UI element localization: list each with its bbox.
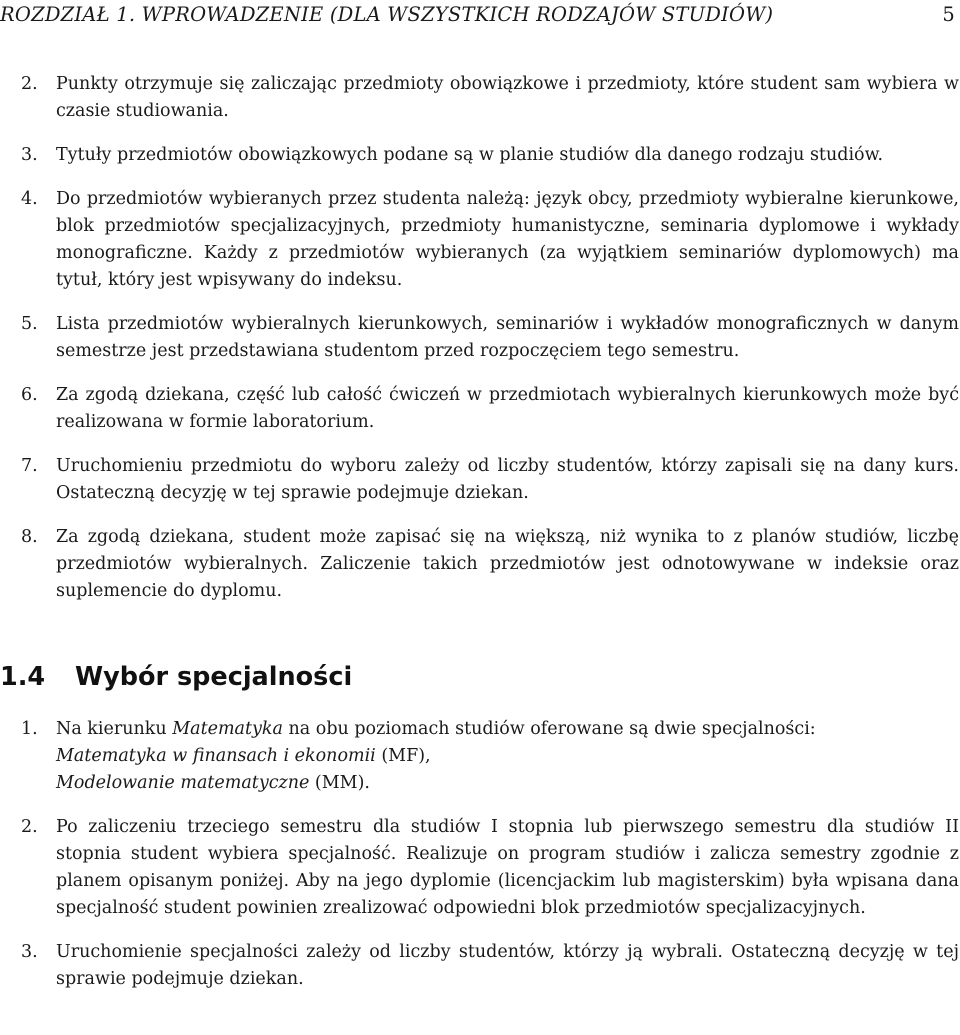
text-segment: (MM). <box>309 773 370 793</box>
list-item <box>0 311 959 365</box>
list-item <box>0 71 959 125</box>
text-segment: na obu poziomach studiów oferowane są dwie specjalności: <box>282 719 816 739</box>
item-number: 3. <box>21 942 38 962</box>
list-item <box>0 382 959 436</box>
emphasis-text: Matematyka w finansach i ekonomii <box>56 746 376 766</box>
item-text: Po zaliczeniu trzeciego semestru dla studiów I stopnia lub pierwszego semestru dla studiów II stopnia student wybiera specjalność. Realizuje on program studiów i zalicza semestry zgodnie z planem opisanym poniżej. Aby na jego dyplomie (licencjackim lub magisterskim) była wpisana dana specjalność student powinien zrealizować odpowiedni blok przedmiotów specjalizacyjnych. <box>56 817 959 918</box>
section-heading <box>0 662 352 702</box>
list-item <box>0 142 959 169</box>
item-line <box>56 716 959 743</box>
item-text: Uruchomienie specjalności zależy od liczby studentów, którzy ją wybrali. Ostateczną decyzję w tej sprawie podejmuje dziekan. <box>56 942 959 989</box>
list-item <box>0 939 959 993</box>
section-number: 1.4 <box>0 662 46 692</box>
item-text: Uruchomieniu przedmiotu do wyboru zależy od liczby studentów, którzy zapisali się na dany kurs. Ostateczną decyzję w tej sprawie podejmuje dziekan. <box>56 456 959 503</box>
running-header <box>0 3 958 29</box>
item-number: 4. <box>21 189 38 209</box>
list-item <box>0 453 959 507</box>
list-item <box>0 814 959 922</box>
item-text: Tytuły przedmiotów obowiązkowych podane są w planie studiów dla danego rodzaju studiów. <box>56 145 884 165</box>
specialization-mm <box>56 770 959 797</box>
item-number: 7. <box>21 456 38 476</box>
list-item <box>0 524 959 605</box>
list-item <box>0 186 959 294</box>
text-segment: (MF), <box>375 746 431 766</box>
item-text: Do przedmiotów wybieranych przez studenta należą: język obcy, przedmioty wybieralne kierunkowe, blok przedmiotów specjalizacyjnych, przedmioty humanistyczne, seminaria dyplomowe i wykłady monograficzne. Każdy z przedmiotów wybieranych (za wyjątkiem seminariów dyplomowych) ma tytuł, który jest wpisywany do indeksu. <box>56 189 959 290</box>
page-number: 5 <box>942 3 955 26</box>
chapter-title: ROZDZIAŁ 1. WPROWADZENIE (DLA WSZYSTKICH RODZAJÓW STUDIÓW) <box>0 3 774 26</box>
section-title: Wybór specjalności <box>75 662 353 692</box>
item-text: Punkty otrzymuje się zaliczając przedmioty obowiązkowe i przedmioty, które student sam wybiera w czasie studiowania. <box>56 74 959 121</box>
emphasis-text: Modelowanie matematyczne <box>56 773 310 793</box>
item-text: Lista przedmiotów wybieralnych kierunkowych, seminariów i wykładów monograficznych w danym semestrze jest przedstawiana studentom przed rozpoczęciem tego semestru. <box>56 314 959 361</box>
emphasis-text: Matematyka <box>172 719 283 739</box>
item-text <box>56 716 959 797</box>
item-number: 3. <box>21 145 38 165</box>
specialization-mf <box>56 743 959 770</box>
item-number: 5. <box>21 314 38 334</box>
specialization-list <box>0 716 960 1010</box>
item-number: 2. <box>21 817 38 837</box>
item-number: 1. <box>21 719 38 739</box>
item-text: Za zgodą dziekana, student może zapisać się na większą, niż wynika to z planów studiów, liczbę przedmiotów wybieralnych. Zaliczenie takich przedmiotów jest odnotowywane w indeksie oraz suplemencie do dyplomu. <box>56 527 959 601</box>
item-number: 6. <box>21 385 38 405</box>
text-segment: Na kierunku <box>56 719 173 739</box>
item-number: 2. <box>21 74 38 94</box>
item-number: 8. <box>21 527 38 547</box>
list-item <box>0 716 959 797</box>
item-text: Za zgodą dziekana, część lub całość ćwiczeń w przedmiotach wybieralnych kierunkowych może być realizowana w formie laboratorium. <box>56 385 959 432</box>
rules-list <box>0 71 960 622</box>
